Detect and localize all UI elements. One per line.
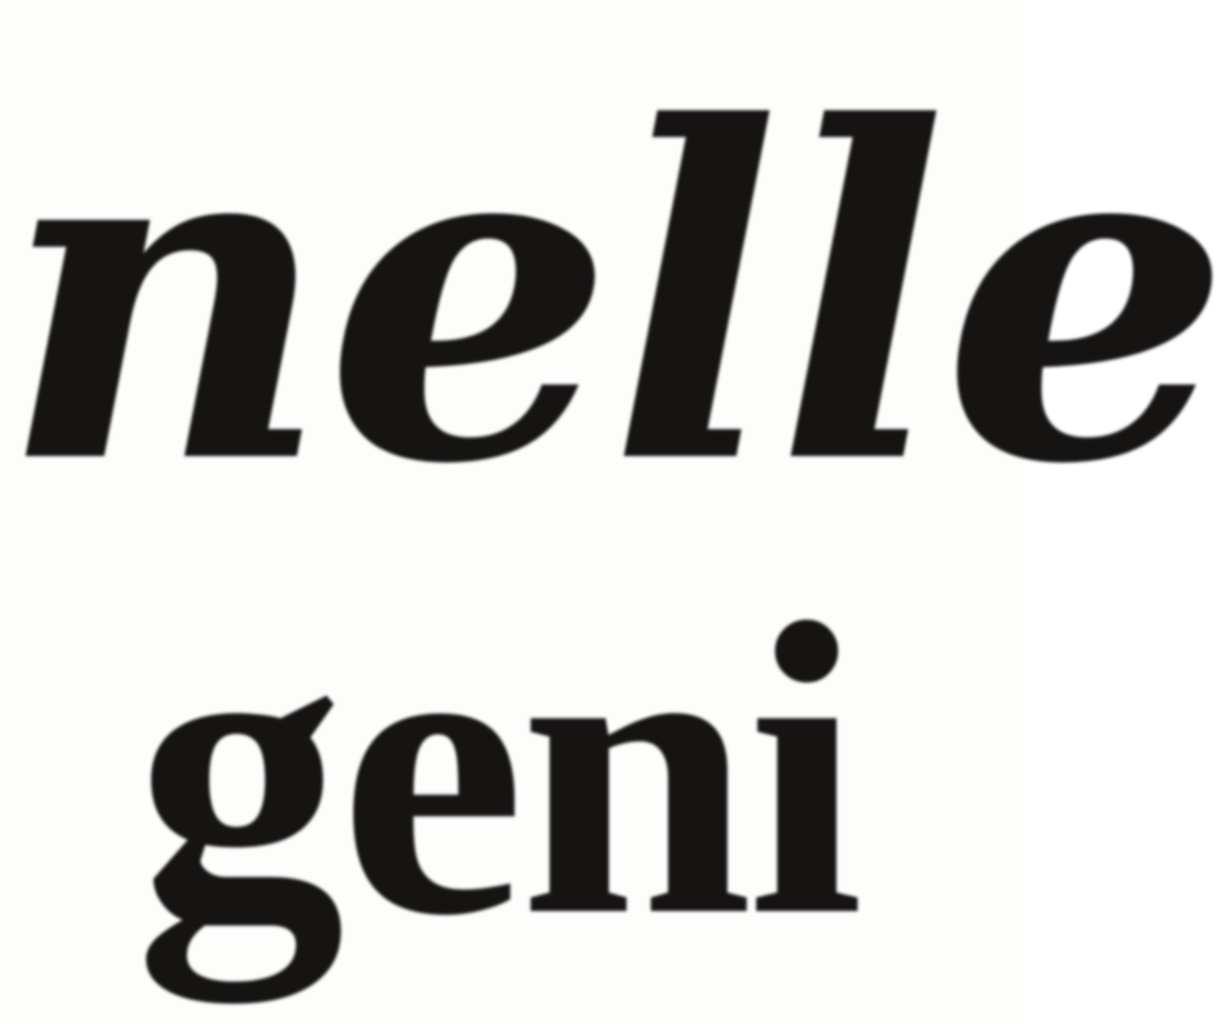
italic-word-line: nelle: [0, 30, 1225, 564]
roman-word-line: geni: [135, 537, 858, 1002]
